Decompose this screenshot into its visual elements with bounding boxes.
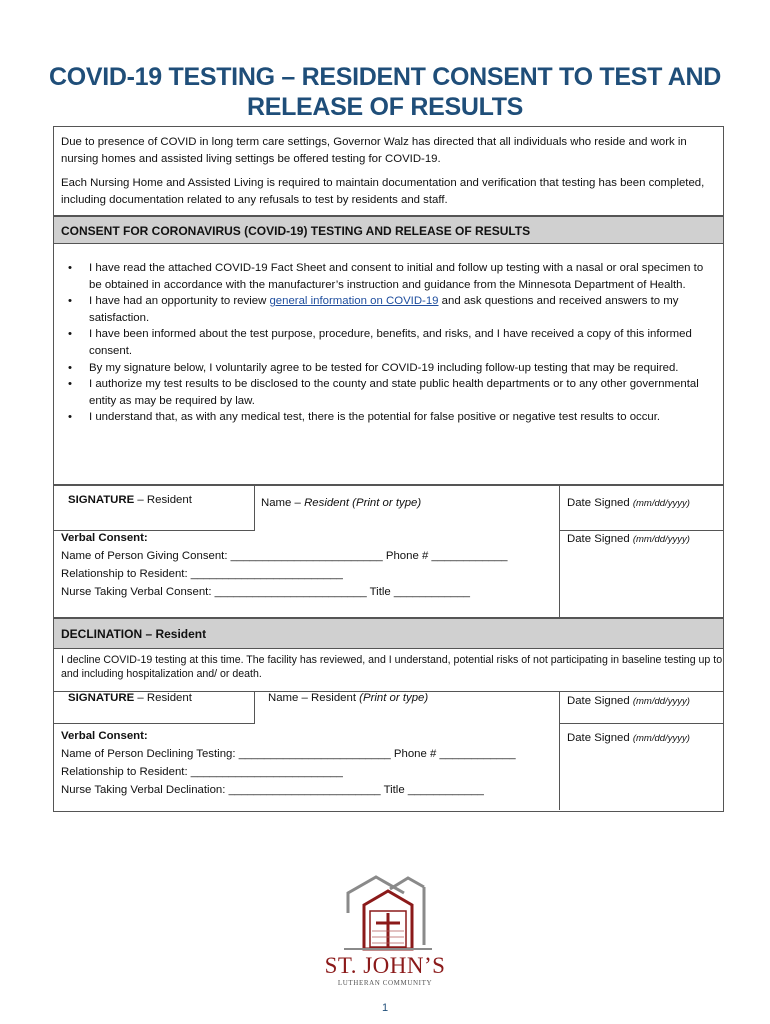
signature-label-rest: – Resident	[134, 494, 192, 506]
consent-statement	[68, 293, 718, 326]
consent-statement: • I have been informed about the test purpose, procedure, benefits, and risks, and I have received a copy of this informed consent.	[68, 326, 718, 359]
name-label: Name – Resident	[268, 692, 360, 704]
name-label: Name –	[261, 497, 305, 509]
covid-info-link[interactable]: general information on COVID-19	[269, 295, 439, 308]
signature-label: SIGNATURE	[68, 692, 135, 704]
nurse-row[interactable]: Nurse Taking Verbal Consent: ________________________ Title ____________	[61, 586, 470, 598]
statement-text: I have had an opportunity to review	[89, 295, 270, 308]
verbal-consent-label: Verbal Consent:	[61, 730, 148, 742]
date-label: Date Signed	[567, 732, 633, 744]
logo-subtitle: LUTHERAN COMMUNITY	[337, 979, 433, 987]
signature-label: SIGNATURE	[68, 494, 135, 506]
date-format: (mm/dd/yyyy)	[632, 733, 690, 744]
declination-text: I decline COVID-19 testing at this time. The facility has reviewed, and I understand, potential risks of not participating in baseline testing up to and including hospitalization and/ or death.	[53, 648, 724, 692]
consent-statements	[53, 244, 724, 485]
signature-resident-field[interactable]	[68, 692, 192, 704]
date-signed-field[interactable]	[567, 695, 690, 707]
verbal-date-signed-field[interactable]	[567, 732, 690, 744]
st-johns-logo	[308, 875, 462, 990]
signature-label-rest: – Resident	[134, 692, 192, 704]
name-label-italic: (Print or type)	[359, 692, 429, 704]
title-line-1: COVID-19 TESTING – RESIDENT CONSENT TO TEST AND	[48, 63, 722, 91]
signature-resident-field[interactable]	[68, 494, 192, 506]
nurse-row[interactable]: Nurse Taking Verbal Declination: ________________________ Title ____________	[61, 784, 484, 796]
date-format: (mm/dd/yyyy)	[632, 696, 690, 707]
title-line-2: RELEASE OF RESULTS	[246, 93, 524, 121]
decliner-row[interactable]: Name of Person Declining Testing: ________________________ Phone # ____________	[61, 748, 516, 760]
logo-name: ST. JOHN’S	[324, 953, 446, 978]
relationship-row[interactable]: Relationship to Resident: ________________________	[61, 568, 343, 580]
consent-statement: • I have read the attached COVID-19 Fact Sheet and consent to initial and follow up testing with a nasal or oral specimen to be obtained in accordance with the manufacturer’s instruction and guidance from the Minnesota Department of Health.	[68, 260, 718, 293]
date-format: (mm/dd/yyyy)	[632, 534, 690, 545]
resident-name-field[interactable]	[268, 692, 428, 704]
consent-giver-row[interactable]: Name of Person Giving Consent: ________________________ Phone # ____________	[61, 550, 508, 562]
consent-statement: • I authorize my test results to be disclosed to the county and state public health departments or to any other governmental entity as may be required by law.	[68, 376, 718, 409]
intro-paragraph-1: Due to presence of COVID in long term care settings, Governor Walz has directed that all individuals who reside and work in nursing homes and assisted living settings be offered testing for COVID-19.	[61, 136, 687, 165]
page-number: 1	[381, 1002, 389, 1014]
intro-paragraph-2: Each Nursing Home and Assisted Living is required to maintain documentation and verification that testing has been completed, including documentation related to any refusals to test by residents and staff.	[61, 177, 705, 206]
consent-statement: • I understand that, as with any medical test, there is the potential for false positive or negative test results to occur.	[68, 409, 718, 426]
consent-signature-table	[53, 485, 724, 618]
date-format: (mm/dd/yyyy)	[632, 498, 690, 509]
declination-signature-table	[53, 692, 724, 812]
date-signed-field[interactable]	[567, 497, 690, 509]
consent-statement: • By my signature below, I voluntarily agree to be tested for COVID-19 including follow-up testing that may be required.	[68, 360, 718, 377]
resident-name-field[interactable]	[261, 497, 421, 509]
document-title	[40, 62, 730, 122]
date-label: Date Signed	[567, 497, 633, 509]
relationship-row[interactable]: Relationship to Resident: ________________________	[61, 766, 343, 778]
date-label: Date Signed	[567, 695, 633, 707]
declination-header: DECLINATION – Resident	[53, 618, 724, 649]
intro-box	[53, 126, 724, 216]
date-label: Date Signed	[567, 533, 633, 545]
verbal-consent-label: Verbal Consent:	[61, 532, 148, 544]
name-label-italic: Resident (Print or type)	[304, 497, 422, 509]
verbal-date-signed-field[interactable]	[567, 533, 690, 545]
consent-header: CONSENT FOR CORONAVIRUS (COVID-19) TESTING AND RELEASE OF RESULTS	[53, 216, 724, 244]
statement-text: and ask questions and received answers to my satisfaction.	[89, 295, 679, 324]
